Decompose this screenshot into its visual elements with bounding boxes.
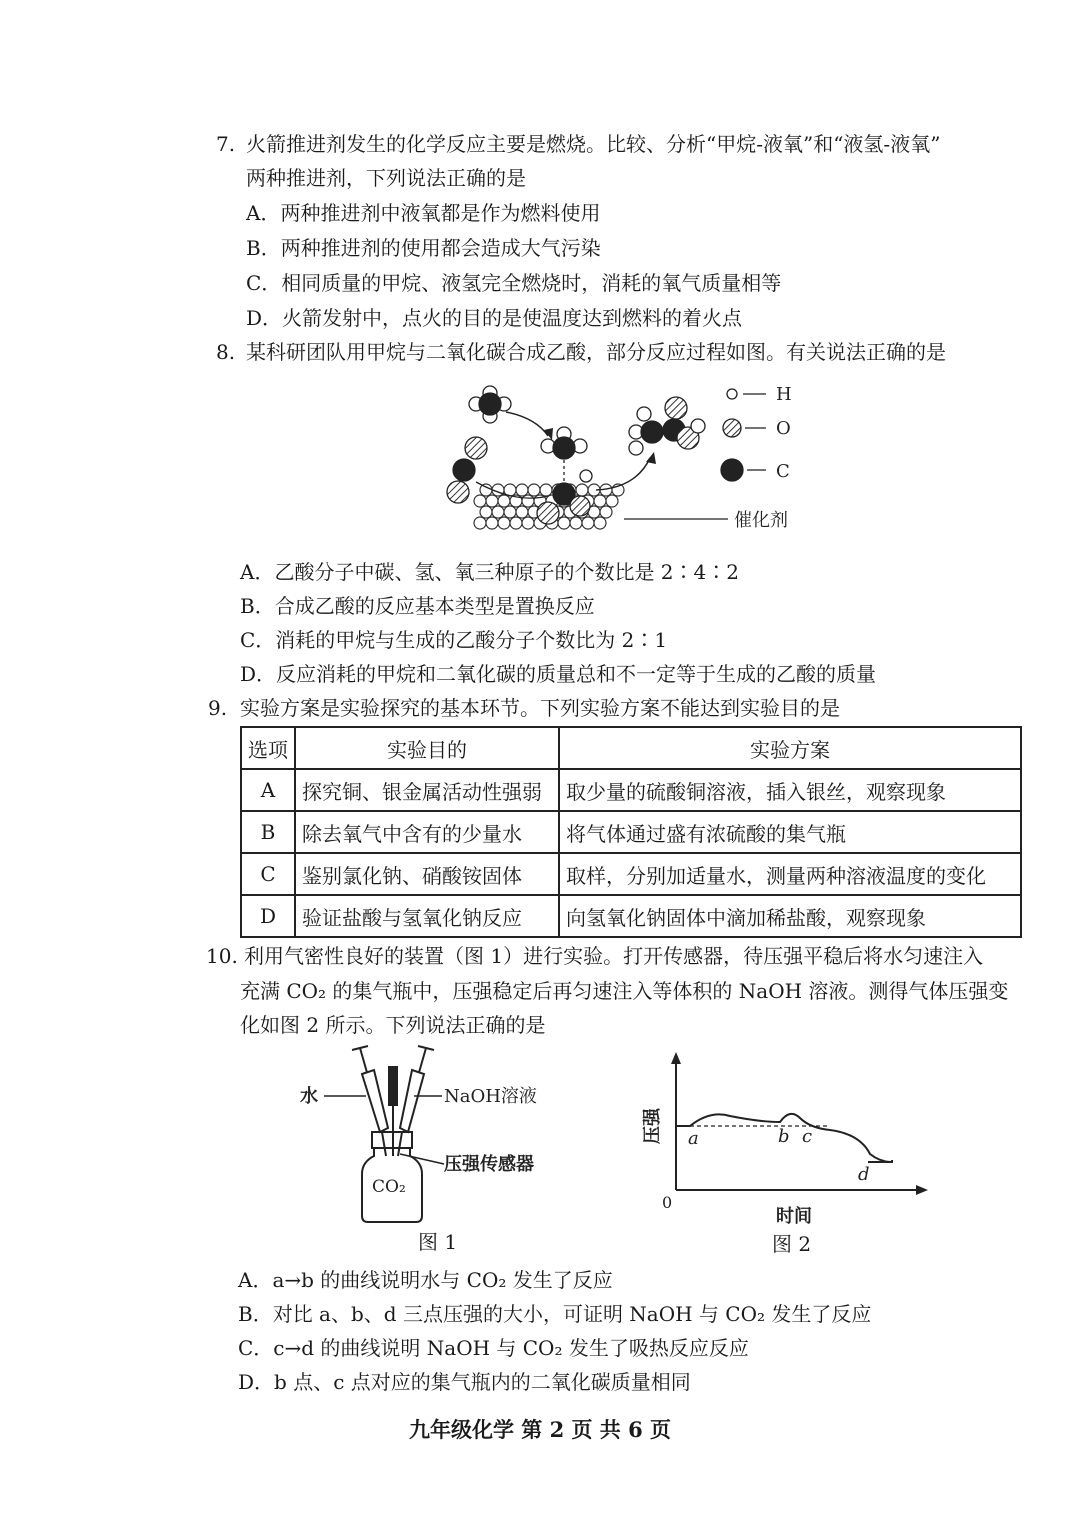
q7-number: 7. (216, 132, 236, 156)
point-c-label: c (802, 1126, 813, 1147)
naoh-label: NaOH溶液 (444, 1086, 537, 1107)
experiment-table (240, 726, 1022, 938)
row-purpose: 除去氧气中含有的少量水 (295, 811, 559, 853)
q10-stem-cont2: 化如图 2 所示。下列说法正确的是 (240, 1013, 546, 1037)
q7-stem-cont: 两种推进剂，下列说法正确的是 (246, 166, 526, 190)
header-purpose: 实验目的 (295, 727, 559, 769)
header-option: 选项 (241, 727, 295, 769)
q10-option-b: B．对比 a、b、d 三点压强的大小，可证明 NaOH 与 CO₂ 发生了反应 (238, 1302, 872, 1326)
table-header-row (241, 727, 1021, 769)
q7-option-b: B．两种推进剂的使用都会造成大气污染 (246, 236, 601, 260)
header-plan: 实验方案 (559, 727, 1021, 769)
legend-c-label: C (776, 461, 790, 482)
row-purpose: 验证盐酸与氢氧化钠反应 (295, 895, 559, 937)
q8-option-c: C．消耗的甲烷与生成的乙酸分子个数比为 2∶1 (240, 628, 668, 652)
q10-stem-cont: 充满 CO₂ 的集气瓶中，压强稳定后再匀速注入等体积的 NaOH 溶液。测得气体压强变 (240, 979, 1009, 1003)
acetic-acid-molecule (629, 397, 705, 455)
q7-option-a: A．两种推进剂中液氧都是作为燃料使用 (246, 201, 601, 225)
row-option: B (241, 811, 295, 853)
arrow-head (544, 428, 553, 440)
row-option: C (241, 853, 295, 895)
row-purpose: 探究铜、银金属活动性强弱 (295, 769, 559, 811)
q7-option-c: C．相同质量的甲烷、液氢完全燃烧时，消耗的氧气质量相等 (246, 271, 782, 295)
row-purpose: 鉴别氯化钠、硝酸铵固体 (295, 853, 559, 895)
water-label: 水 (300, 1086, 318, 1107)
q7-option-d: D．火箭发射中，点火的目的是使温度达到燃料的着火点 (246, 306, 743, 330)
q10-option-d: D．b 点、c 点对应的集气瓶内的二氧化碳质量相同 (238, 1370, 691, 1394)
page-footer: 九年级化学 第 2 页 共 6 页 (408, 1417, 672, 1442)
reaction-diagram (436, 378, 836, 558)
legend-o-label: O (776, 418, 791, 439)
co2-label: CO₂ (372, 1177, 406, 1197)
pressure-graph (630, 1050, 930, 1230)
y-axis-arrow (671, 1052, 681, 1064)
legend (721, 389, 766, 481)
point-b-label: b (778, 1126, 790, 1147)
q10-option-c: C．c→d 的曲线说明 NaOH 与 CO₂ 发生了吸热反应反应 (238, 1336, 749, 1360)
q7-stem: 火箭推进剂发生的化学反应主要是燃烧。比较、分析“甲烷-液氧”和“液氢-液氧” (246, 132, 941, 156)
q9-stem: 实验方案是实验探究的基本环节。下列实验方案不能达到实验目的是 (240, 696, 840, 720)
water-syringe (352, 1046, 388, 1156)
q8-number: 8. (216, 340, 236, 364)
q10-number: 10. (206, 944, 238, 968)
row-plan: 将气体通过盛有浓硫酸的集气瓶 (559, 811, 1021, 853)
point-a-label: a (688, 1128, 699, 1149)
q9-number: 9. (208, 696, 228, 720)
sensor-rod (388, 1066, 398, 1106)
reaction-arrow (506, 412, 548, 436)
row-plan: 向氢氧化钠固体中滴加稀盐酸，观察现象 (559, 895, 1021, 937)
row-option: D (241, 895, 295, 937)
table-row (241, 853, 1021, 895)
row-option: A (241, 769, 295, 811)
y-axis-label: 压强 (642, 1108, 663, 1144)
fig2-caption: 图 2 (772, 1232, 812, 1256)
product-arrow-head (646, 452, 656, 464)
legend-h-label: H (776, 384, 792, 405)
table-row (241, 895, 1021, 937)
row-plan: 取样，分别加适量水，测量两种溶液温度的变化 (559, 853, 1021, 895)
q10-stem: 利用气密性良好的装置（图 1）进行实验。打开传感器，待压强平稳后将水匀速注入 (244, 944, 984, 968)
point-d-label: d (858, 1164, 870, 1185)
q8-option-b: B．合成乙酸的反应基本类型是置换反应 (240, 594, 595, 618)
q8-option-d: D．反应消耗的甲烷和二氧化碳的质量总和不一定等于生成的乙酸的质量 (240, 662, 877, 686)
q10-option-a: A．a→b 的曲线说明水与 CO₂ 发生了反应 (238, 1268, 613, 1292)
apparatus-figure (296, 1046, 576, 1246)
methane-molecule (469, 386, 511, 423)
table-row (241, 811, 1021, 853)
x-axis-arrow (916, 1185, 928, 1195)
origin-label: 0 (662, 1193, 673, 1212)
table-row (241, 769, 1021, 811)
q8-stem: 某科研团队用甲烷与二氧化碳合成乙酸，部分反应过程如图。有关说法正确的是 (246, 340, 946, 364)
row-plan: 取少量的硫酸铜溶液，插入银丝，观察现象 (559, 769, 1021, 811)
x-axis-label: 时间 (776, 1206, 812, 1227)
q8-option-a: A．乙酸分子中碳、氢、氧三种原子的个数比是 2∶4∶2 (240, 560, 739, 584)
catalyst-label: 催化剂 (734, 510, 788, 531)
fig1-caption: 图 1 (418, 1230, 458, 1254)
sensor-label: 压强传感器 (444, 1154, 534, 1175)
